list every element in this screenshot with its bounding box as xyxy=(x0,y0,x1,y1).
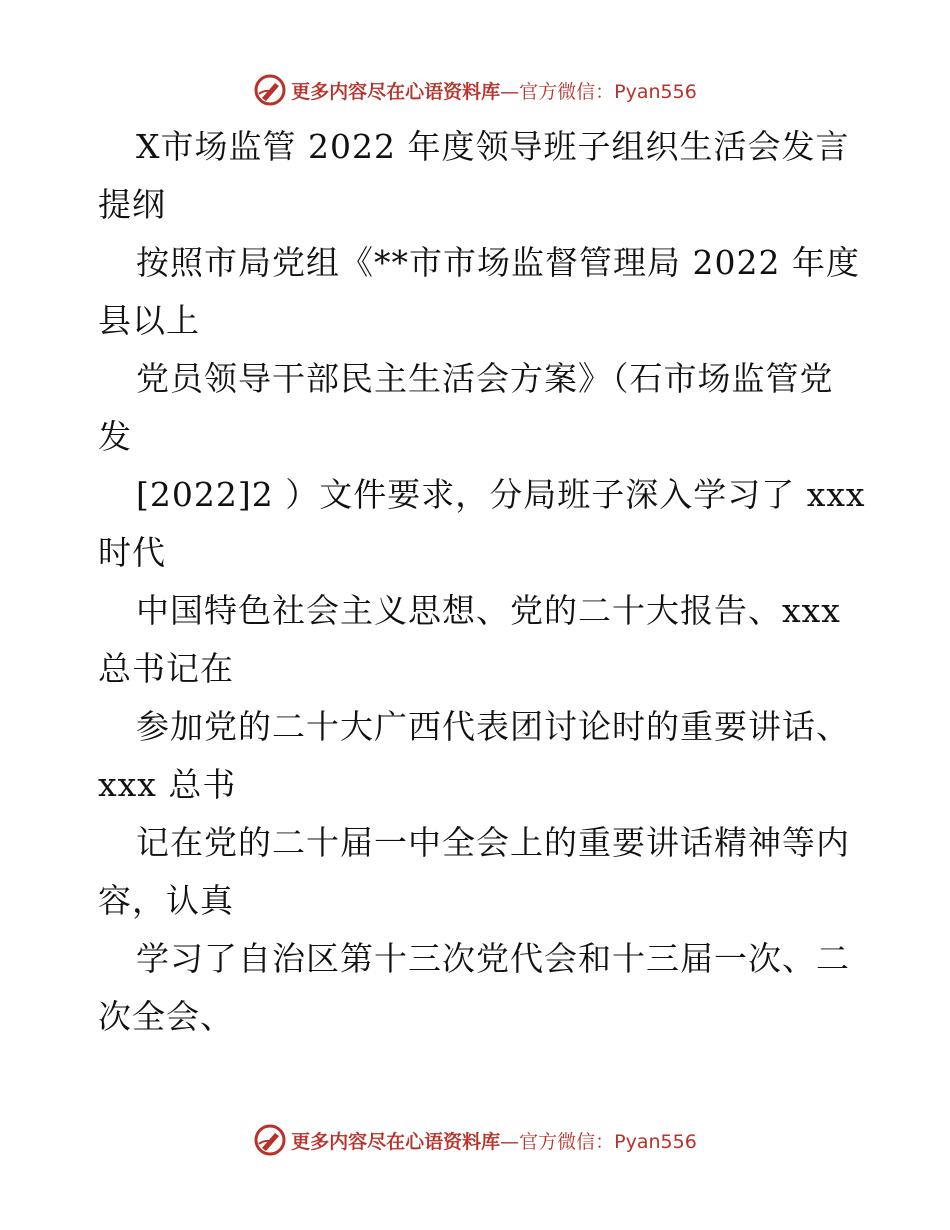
text-line: 党员领导干部民主生活会方案》（石市场监管党 xyxy=(136,359,834,398)
document-body xyxy=(98,118,866,1046)
text-line: 学习了自治区第十三次党代会和十三届一次、二 xyxy=(136,939,850,978)
text-line: X市场监管 2022 年度领导班子组织生活会发言 xyxy=(136,127,850,166)
footer-watermark xyxy=(0,1120,950,1160)
text-line: 参加党的二十大广西代表团讨论时的重要讲话、 xyxy=(136,707,850,746)
header-watermark xyxy=(0,70,950,110)
watermark-promo-text: 更多内容尽在心语资料库 xyxy=(291,1130,501,1153)
text-line: 中国特色社会主义思想、党的二十大报告、xxx xyxy=(136,591,841,630)
text-line: 发 xyxy=(98,417,132,456)
text-line: 记在党的二十届一中全会上的重要讲话精神等内 xyxy=(136,823,850,862)
text-line: xxx 总书 xyxy=(98,765,237,804)
text-line: 容，认真 xyxy=(98,881,234,920)
watermark-promo-text: 更多内容尽在心语资料库 xyxy=(291,80,501,103)
watermark-contact-text: —官方微信：Pyan556 xyxy=(500,80,697,103)
text-line: [2022]2 ）文件要求，分局班子深入学习了 xxx xyxy=(136,475,866,514)
text-line: 总书记在 xyxy=(98,649,234,688)
text-line: 次全会、 xyxy=(98,997,234,1036)
pen-logo-icon xyxy=(253,1123,287,1157)
watermark-contact-text: —官方微信：Pyan556 xyxy=(500,1130,697,1153)
text-line: 县以上 xyxy=(98,301,200,340)
pen-logo-icon xyxy=(253,73,287,107)
text-line: 按照市局党组《**市市场监督管理局 2022 年度 xyxy=(136,243,860,282)
text-line: 时代 xyxy=(98,533,166,572)
text-line: 提纲 xyxy=(98,185,166,224)
